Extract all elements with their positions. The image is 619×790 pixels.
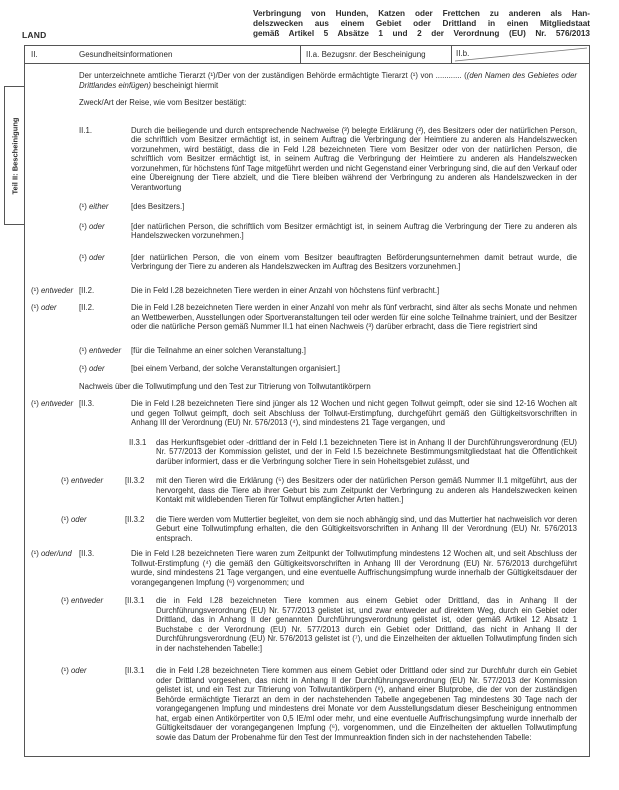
strikeout-diagonal-line bbox=[452, 46, 589, 63]
purpose-clause bbox=[25, 98, 589, 108]
certificate-title bbox=[253, 9, 590, 39]
clause-II3-option bbox=[25, 549, 589, 587]
choice-word: oder bbox=[40, 303, 57, 312]
section-title: Gesundheitsinformationen bbox=[79, 50, 173, 59]
option-clause bbox=[25, 346, 589, 356]
choice-word: entweder bbox=[40, 399, 74, 408]
choice-word: oder bbox=[70, 666, 87, 675]
clause-II31-option bbox=[25, 666, 589, 742]
clause-II1 bbox=[25, 126, 589, 193]
option-clause bbox=[25, 202, 589, 212]
choice-word: oder bbox=[70, 514, 87, 524]
clause-II31 bbox=[25, 438, 589, 467]
choice-prefix bbox=[79, 346, 121, 356]
choice-prefix bbox=[79, 222, 105, 232]
choice-word: oder bbox=[88, 252, 105, 262]
certificate-body bbox=[25, 71, 589, 742]
choice-prefix bbox=[79, 253, 105, 263]
certificate-box bbox=[24, 45, 590, 757]
option-clause bbox=[25, 253, 589, 272]
choice-word: oder bbox=[88, 364, 105, 373]
part-ii-label: Teil II: Bescheinigung bbox=[10, 117, 20, 194]
clause-text: mit den Tieren wird die Erklärung (⁵) des Besitzers oder der natürlichen Person gemäß Nummer II.1 mitgeführt, aus der hervorgeht, dass die Tiere ab ihrer Geburt bis zum Zeitpunkt der Verbringung zu anderen als Handelszwecken keinen Kontakt mit wildlebenden Tieren für Tollwut empfänglicher Arten hatten.] bbox=[156, 476, 577, 504]
clause-text: die in Feld I.28 bezeichneten Tiere kommen aus einem Gebiet oder Drittland oder sind zur Durchfuhr durch ein Gebiet oder Drittland vorgesehen, das nicht in Anhang II der Durchführungsverordnung (EU) Nr. 577/2013 der Kommission gelistet ist, und ein Test zur Titrierung von Tollwutantikörpern (⁸), anhand einer Blutprobe, die der von der zuständigen Behörde ermächtigte Tierarzt an dem in der nachstehenden Tabelle angegebenen Tag mindestens 30 Tage nach der vorangegangenen Impfung und mindestens drei Monate vor dem Ausstellungsdatum dieser Bescheinigung entnommen hat, ergab einen Antikörpertiter von 0,5 IE/ml oder mehr, und eine eventuelle Auffrischungsimpfung wurde innerhalb der Gültigkeitsdauer der vorangegangenen Impfung (⁶), vorgenommen, und die Einzelheiten der aktuellen Tollwutimpfung sowie das Datum der Probenahme für den Test der Immunreaktion finden sich in der nachstehenden Tabelle: bbox=[156, 666, 577, 742]
choice-word: either bbox=[88, 202, 109, 211]
clause-text: die in Feld I.28 bezeichneten Tiere kommen aus einem Gebiet oder Drittland, das in Anhang II der Durchführungsverordnung (EU) Nr. 577/2013 gelistet ist, und zwar entweder auf direktem Weg, durch ein Gebiet oder Drittland, das in Anhang II der genannten Durchführungsverordnung gelistet ist, oder gemäß Artikel 12 Absatz 1 Buchstabe c der Verordnung (EU) Nr. 577/2013 durch ein Gebiet oder Drittland, das nicht in Anhang II der Durchführungsverordnung (EU) Nr. 576/2013 gelistet ist (⁷), und die Einzelheiten der aktuellen Tollwutimpfung finden sich in der nachstehenden Tabelle:] bbox=[156, 596, 577, 653]
footnote-ref: (¹) bbox=[61, 476, 69, 485]
clause-text: Die in Feld I.28 bezeichneten Tiere werden in einer Anzahl von mehr als fünf verbracht, sind älter als sechs Monate und nehmen an Wettbewerben, Ausstellungen oder Sportveranstaltungen teil oder werden für eine solche Teilnahme trainiert, und der Besitzer oder die natürliche Person gemäß Nummer II.1 hat einen Nachweis (³) darüber erbracht, dass die Tiere registriert sind bbox=[131, 303, 577, 331]
section-number: II. bbox=[31, 50, 38, 59]
clause-number: [II.3.1 bbox=[125, 596, 145, 605]
choice-prefix bbox=[31, 286, 73, 296]
clause-text: das Herkunftsgebiet oder -drittland der in Feld I.1 bezeichneten Tiere ist in Anhang II der Durchführungsverordnung (EU) Nr. 577/2013 der Kommission gelistet, und der in Feld I.5 bezeichnete Bestimmungsmitgliedstaat hat die Öffentlichkeit darüber informiert, dass er die Verbringung solcher Tiere in sein Hoheitsgebiet zulässt, und bbox=[156, 437, 577, 466]
iib-label: II.b. bbox=[456, 49, 470, 58]
part-ii-side-tab bbox=[4, 86, 25, 225]
clause-number: [II.3. bbox=[79, 549, 95, 558]
clause-text: Zweck/Art der Reise, wie vom Besitzer bestätigt: bbox=[79, 98, 247, 107]
clause-II2-option bbox=[25, 286, 589, 296]
clause-II31-option bbox=[25, 596, 589, 653]
clause-text: [der natürlichen Person, die schriftlich vom Besitzer ermächtigt ist, in seinem Auftrag die Verbringung der Tiere zu anderen als Handelszwecken vorzunehmen.] bbox=[131, 221, 577, 240]
clause-text: [des Besitzers.] bbox=[131, 202, 185, 211]
clause-II2-option bbox=[25, 303, 589, 332]
rabies-evidence-heading bbox=[25, 382, 589, 392]
clause-II32-option bbox=[25, 476, 589, 505]
clause-text: Durch die beiliegende und durch entsprechende Nachweise (³) belegte Erklärung (²), des Besitzers oder der natürlichen Person, die schriftlich vom Besitzer ermächtigt ist, in seinem Auftrag die Verbringung der Heimtiere zu anderen als Handelszwecken vorzunehmen, wird bestätigt, dass die in Feld I.28 bezeichneten Tiere vom Besitzer oder von der natürlichen Person, die schriftlich vom Besitzer ermächtigt ist, in seinem Auftrag die Verbringung der Heimtiere zu anderen als Handelszwecken vorzunehmen, für höchstens fünf Tage mitgeführt werden und nicht Gegenstand einer Verbringung sind, die auf den Verkauf oder eine Übereignung der Tiere abzielt, und die Tiere bleiben während der Verbringung zu anderen als Handelszwecken in der Verantwortung bbox=[131, 125, 577, 192]
footnote-ref: (¹) bbox=[61, 514, 69, 524]
clause-number: II.3.1 bbox=[129, 437, 147, 447]
choice-word: entweder bbox=[40, 285, 74, 295]
footnote-ref: (¹) bbox=[31, 303, 39, 312]
choice-word: oder bbox=[88, 221, 105, 231]
footnote-ref: (¹) bbox=[31, 285, 39, 295]
footnote-ref: (¹) bbox=[79, 252, 87, 262]
footnote-ref: (¹) bbox=[61, 666, 69, 675]
intro-clause bbox=[25, 71, 589, 90]
footnote-ref: (¹) bbox=[79, 221, 87, 231]
clause-text: die Tiere werden vom Muttertier begleitet, von dem sie noch abhängig sind, und das Muttertier hat nachweislich vor deren Geburt eine Tollwutimpfung erhalten, die den Gültigkeitsvorschriften in Anhang III der Verordnung (EU) Nr. 576/2013 entsprach. bbox=[156, 514, 577, 543]
title-line: delszwecken aus einem Gebiet oder Drittland in einen Mitgliedstaat bbox=[253, 19, 590, 28]
footnote-ref: (¹) bbox=[61, 596, 69, 605]
footnote-ref: (¹) bbox=[31, 399, 39, 408]
clause-II32-option bbox=[25, 515, 589, 544]
reference-number-label: II.a. Bezugsnr. der Bescheinigung bbox=[306, 50, 426, 59]
clause-number: II.1. bbox=[79, 125, 93, 135]
choice-prefix bbox=[61, 596, 103, 606]
choice-word: oder/und bbox=[40, 549, 72, 558]
clause-number: [II.2. bbox=[79, 285, 95, 295]
clause-text: Die in Feld I.28 bezeichneten Tiere werden in einer Anzahl von höchstens fünf verbracht.] bbox=[131, 285, 440, 295]
clause-number: [II.2. bbox=[79, 303, 95, 312]
choice-prefix bbox=[31, 549, 72, 559]
clause-number: [II.3.1 bbox=[125, 666, 145, 675]
choice-prefix bbox=[61, 476, 103, 486]
choice-word: entweder bbox=[88, 345, 122, 355]
clause-text: Der unterzeichnete amtliche Tierarzt (¹)/Der von der zuständigen Behörde ermächtigte Tierarzt (¹) von ............ ((den Namen des Gebietes oder Drittlandes einfügen) bescheinigt hiermit bbox=[79, 71, 577, 90]
clause-number: [II.3. bbox=[79, 399, 95, 408]
clause-number: [II.3.2 bbox=[125, 476, 145, 485]
choice-prefix bbox=[31, 399, 73, 409]
choice-prefix bbox=[61, 666, 87, 676]
country-label: LAND bbox=[22, 30, 47, 40]
choice-prefix bbox=[79, 202, 108, 212]
choice-word: entweder bbox=[70, 476, 104, 485]
option-clause bbox=[25, 364, 589, 374]
clause-text: [für die Teilnahme an einer solchen Veranstaltung.] bbox=[131, 345, 306, 355]
choice-word: entweder bbox=[70, 596, 104, 605]
reference-number-cell bbox=[300, 46, 451, 63]
choice-prefix bbox=[79, 364, 105, 374]
clause-text: [der natürlichen Person, die von einem vom Besitzer beauftragten Beförderungsunternehmen damit betraut wurde, die Verbringung der Tiere zu anderen als Handelszwecken im Auftrag des Besitzers vorzunehmen.] bbox=[131, 252, 577, 271]
clause-II3-option bbox=[25, 399, 589, 428]
clause-text: Die in Feld I.28 bezeichneten Tiere waren zum Zeitpunkt der Tollwutimpfung mindestens 12 Wochen alt, und seit Abschluss der Tollwut-Erstimpfung (⁴) die gemäß den Gültigkeitsvorschriften in Anhang III der Verordnung (EU) Nr. 576/2013 durchgeführt wurde, sind mindestens 21 Tage vergangen, und eine eventuelle Auffrischungsimpfung wurde innerhalb der Gültigkeitsdauer der vorangegangenen Impfung (⁶) vorgenommen; und bbox=[131, 549, 577, 587]
clause-number: [II.3.2 bbox=[125, 514, 145, 524]
choice-prefix bbox=[31, 303, 57, 313]
section-header-row bbox=[25, 46, 589, 64]
title-line: gemäß Artikel 5 Absätze 1 und 2 der Verordnung (EU) Nr. 576/2013 bbox=[253, 29, 590, 38]
footnote-ref: (¹) bbox=[79, 202, 87, 211]
footnote-ref: (¹) bbox=[79, 345, 87, 355]
title-line: Verbringung von Hunden, Katzen oder Frettchen zu anderen als Han- bbox=[253, 9, 590, 18]
clause-text: Nachweis über die Tollwutimpfung und den Test zur Titrierung von Tollwutantikörpern bbox=[79, 381, 371, 391]
clause-text: [bei einem Verband, der solche Veranstaltungen organisiert.] bbox=[131, 364, 340, 373]
footnote-ref: (¹) bbox=[79, 364, 87, 373]
footnote-ref: (¹) bbox=[31, 549, 39, 558]
option-clause bbox=[25, 222, 589, 241]
choice-prefix bbox=[61, 515, 87, 525]
iib-cell bbox=[451, 46, 589, 63]
clause-text: Die in Feld I.28 bezeichneten Tiere sind jünger als 12 Wochen und nicht gegen Tollwut geimpft, oder sie sind 12-16 Wochen alt und gegen Tollwut geimpft, doch seit Abschluss der Tollwut-Erstimpfung, durchgeführt gemäß den Gültigkeitsvorschriften in Anhang III der Verordnung (EU) Nr. 576/2013 (⁴), sind mindestens 21 Tage vergangen, und bbox=[131, 399, 577, 427]
